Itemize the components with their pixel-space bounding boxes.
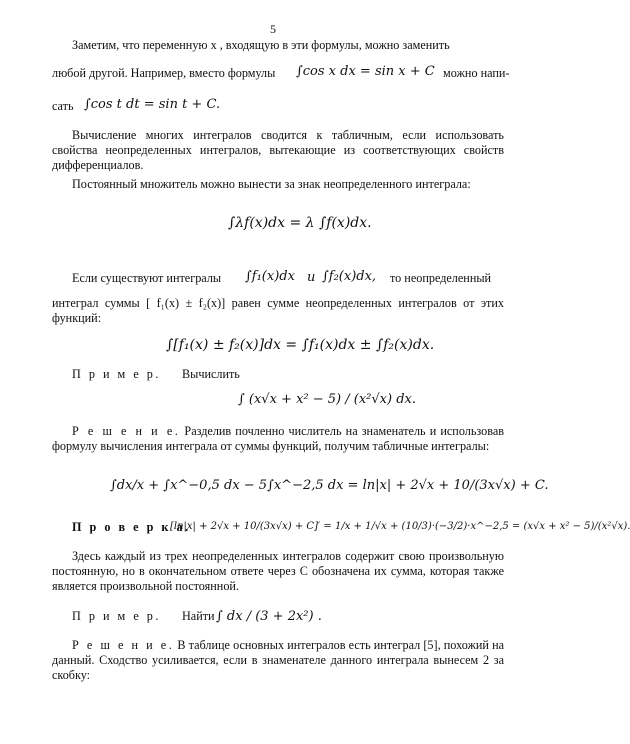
solution-2-label: Р е ш е н и е. [72,638,175,652]
check-label: П р о в е р к а. [72,520,191,534]
example-1-text: Вычислить [182,367,240,381]
formula-solution-1: ∫dx/x + ∫x^−0,5 dx − 5∫x^−2,5 dx = ln|x| + 2√x + 10/(3x√x) + C. [110,478,549,493]
formula-f2-integral: ∫f₂(x)dx, [322,269,377,284]
formula-constant-factor: ∫λf(x)dx = λ ∫f(x)dx. [228,215,372,231]
paragraph-1-line-1: Заметим, что переменную x , входящую в эти формулы, можно заменить [72,38,450,52]
paragraph-1-line-3-pre: сать [52,99,74,113]
paragraph-5: интеграл суммы [ f₁(x) ± f₂(x)] равен сумме неопределенных интегралов от этих функций: [52,296,504,325]
word-and: и [307,270,316,285]
example-2-text: Найти [182,609,215,623]
formula-sum-rule: ∫[f₁(x) ± f₂(x)]dx = ∫f₁(x)dx ± ∫f₂(x)dx. [166,337,435,353]
solution-2 [52,638,504,683]
solution-2-text: В таблице основных интегралов есть интеграл [5], похожий на данный. Сходство усиливается, если в знаменателе данного интеграла вынесем 2 за скобку: [52,638,505,682]
example-1-label: П р и м е р. [72,367,161,381]
paragraph-2: Вычисление многих интегралов сводится к табличным, если использовать свойства неопределенных интегралов, вытекающие из соответствующих свойств дифференциалов. [52,128,504,172]
paragraph-6: Здесь каждый из трех неопределенных интегралов содержит свою произвольную постоянную, но в окончательном ответе через C обозначена их сумма, которая также является произвольной постоянной. [52,549,504,593]
paragraph-4-post: то неопределенный [390,271,492,285]
formula-cos-t: ∫cos t dt = sin t + C. [84,97,221,112]
formula-cos-x: ∫cos x dx = sin x + C [296,64,435,79]
page-number: 5 [270,22,276,36]
formula-check: [ln|x| + 2√x + 10/(3x√x) + C]′ = 1/x + 1/√x + (10/3)·(−3/2)·x^−2,5 = (x√x + x² − 5)/(x²√x). [170,521,630,532]
formula-f1-integral: ∫f₁(x)dx [245,269,295,284]
solution-1-label: Р е ш е н и е. [72,424,181,438]
paragraph-3: Постоянный множитель можно вынести за знак неопределенного интеграла: [72,177,471,191]
solution-1-text: Разделив почленно числитель на знаменатель и использовав формулу вычисления интеграла от суммы функций, получим табличные интегралы: [52,424,504,453]
formula-example-1: ∫ (x√x + x² − 5) / (x²√x) dx. [238,392,416,407]
paragraph-1-line-2-pre: любой другой. Например, вместо формулы [52,66,276,80]
formula-example-2: ∫ dx / (3 + 2x²) . [216,609,322,624]
solution-1 [52,424,504,454]
paragraph-1-line-2-post: можно напи- [443,66,510,80]
paragraph-4-pre: Если существуют интегралы [72,271,222,285]
example-2-label: П р и м е р. [72,609,161,623]
